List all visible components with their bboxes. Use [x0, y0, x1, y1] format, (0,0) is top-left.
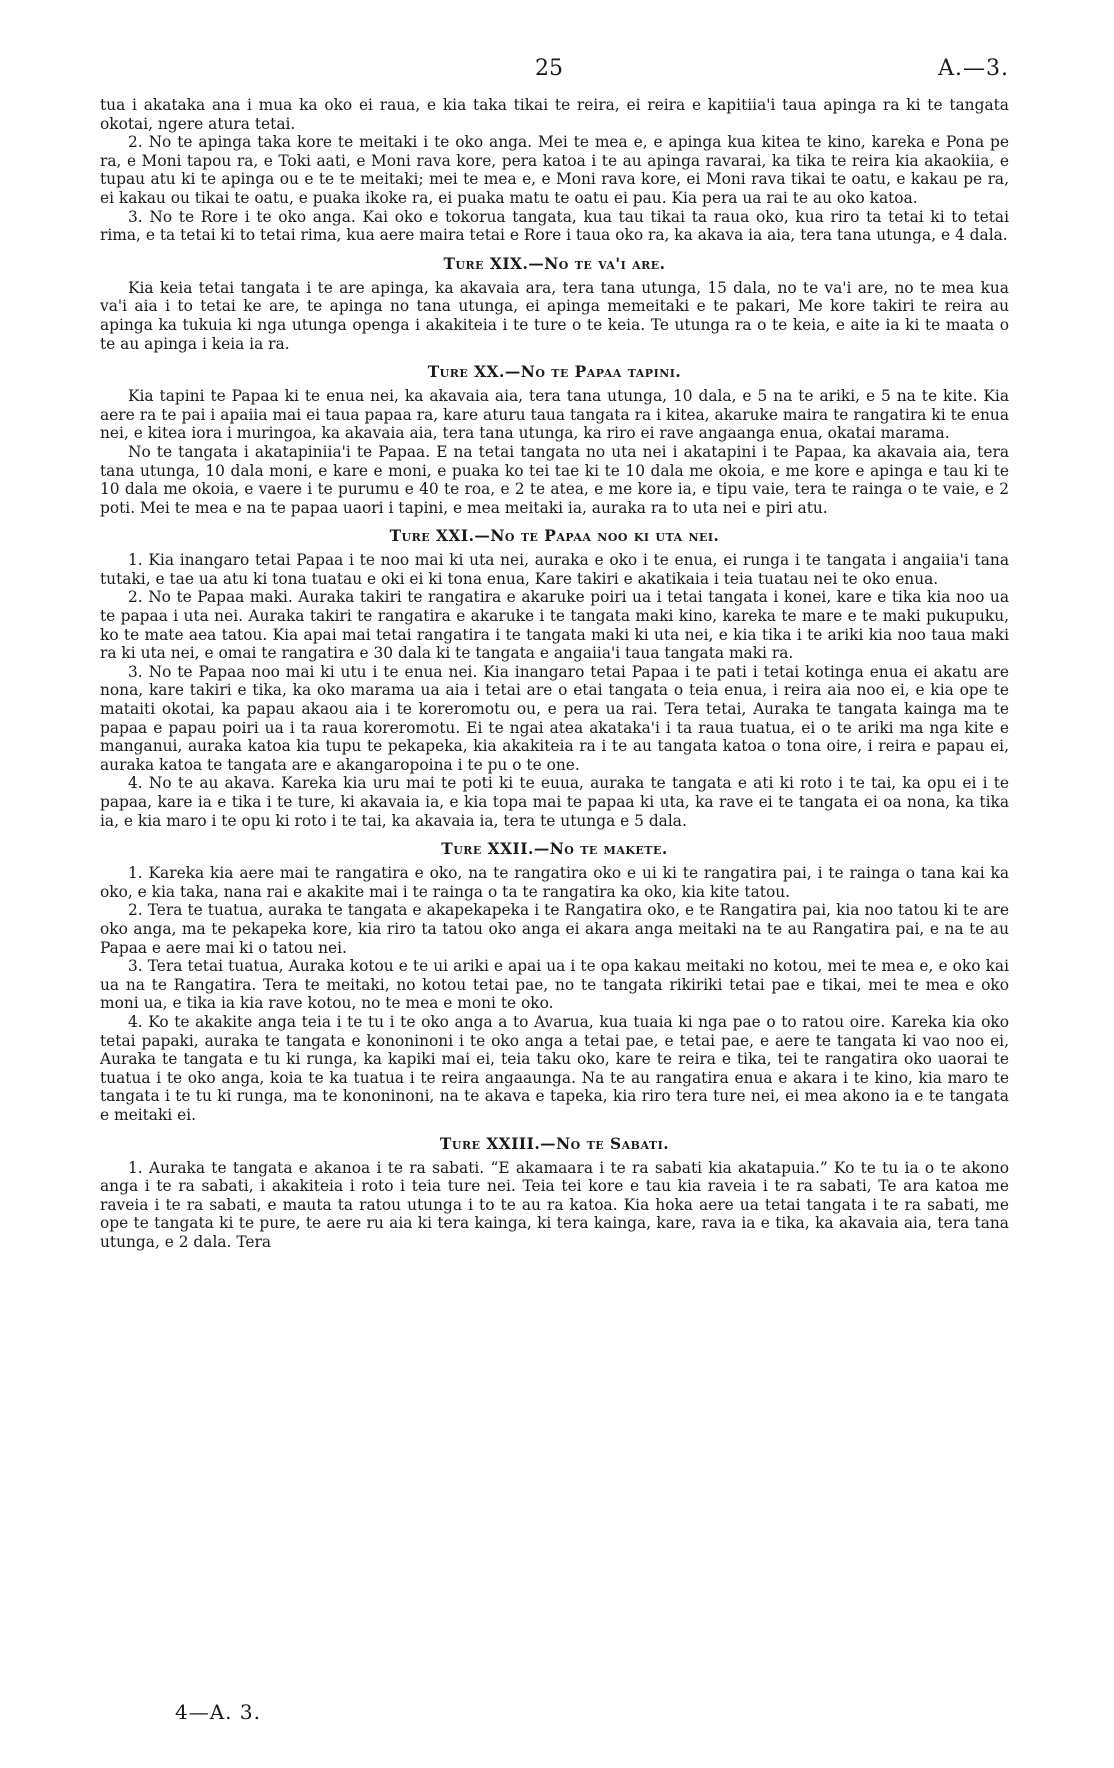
document-code: A.—3.	[938, 56, 1009, 81]
body-text	[100, 96, 1009, 1251]
paragraph: tua i akataka ana i mua ka oko ei raua, e kia taka tikai te reira, ei reira e kapitiia'i taua apinga ra ki te tangata okotai, ngere atura tetai.	[100, 96, 1009, 133]
page-number: 25	[535, 56, 563, 81]
paragraph: Kia tapini te Papaa ki te enua nei, ka akavaia aia, tera tana utunga, 10 dala, e 5 na te ariki, e 5 na te kite. Kia aere ra te pai i apaiia mai ei taua papaa ra, kare aturu taua tangata ra i kitea, akaruke maira te rangatira ki te enua nei, e kitea iora i muringoa, ka akavaia aia, tera tana utunga, ka riro ei rave angaanga enua, okatai marama.	[100, 387, 1009, 443]
paragraph: 4. Ko te akakite anga teia i te tu i te oko anga a to Avarua, kua tuaia ki nga pae o to ratou oire. Kareka kia oko tetai papaki, auraka te tangata e kononinoni i te oko anga a tetai pae, e tetai pae, e aere te tangata ki vao noo ei, Auraka te tangata e tu ki runga, ka kapiki mai ei, teia taku oko, kare te reira e tika, tei te rangatira oko uaorai te tuatua i te oko anga, koia te ka tuatua i te reira angaaunga. Na te au rangatira enua e akara i te kino, kia maro te tangata i te tu ki runga, ma te kononinoni, na te akava e tapeka, kia riro tera ture nei, ei mea akono ia e te tangata e meitaki ei.	[100, 1012, 1009, 1124]
signature-mark: 4—A. 3.	[175, 1700, 261, 1724]
running-header	[100, 52, 1009, 96]
paragraph: 2. Tera te tuatua, auraka te tangata e akapekapeka i te Rangatira oko, e te Rangatira pai, kia noo tatou ki te are oko anga, ma te pekapeka kore, kia riro ta tatou oko anga ei akara anga meitaki na te au Rangatira pai, e na te au Papaa e aere mai ki o tatou nei.	[100, 901, 1009, 957]
paragraph: 1. Kareka kia aere mai te rangatira e oko, na te rangatira oko e ui ki te rangatira pai, i te rainga o tana kai ka oko, e kia taka, nana rai e akakite mai i te rainga o ta te rangatira ka oko, kia kite tatou.	[100, 864, 1009, 901]
paragraph: 1. Auraka te tangata e akanoa i te ra sabati. “E akamaara i te ra sabati kia akatapuia.” Ko te tu ia o te akono anga i te ra sabati, i akakiteia i roto i teia ture nei. Teia tei kore e tau kia raveia i te ra sabati, Te ara katoa me raveia i te ra sabati, e mauta ta ratou utunga i to te au ra katoa. Kia hoka aere ua tetai tangata i te ra sabati, me ope te tangata ki te pure, te aere ru aia ki tera kainga, ki tera kainga, kare, rava ia e tika, ka akavaia aia, tera tana utunga, e 2 dala. Tera	[100, 1158, 1009, 1251]
section-heading: Ture XXII.—No te makete.	[441, 840, 668, 859]
section-heading: Ture XXI.—No te Papaa noo ki uta nei.	[389, 527, 720, 546]
section-heading: Ture XX.—No te Papaa tapini.	[427, 363, 682, 382]
paragraph: No te tangata i akatapiniia'i te Papaa. E na tetai tangata no uta nei i akatapini i te Papaa, ka akavaia aia, tera tana utunga, 10 dala moni, e kare e moni, e puaka ko tei tae ki te 10 dala me okoia, e me kore e apinga e tau ki te 10 dala me okoia, e vaere i te purumu e 40 te roa, e 2 te atea, e me kore ia, e tipu vaie, tera te rainga o te vaie, e 2 poti. Mei te mea e na te papaa uaori i tapini, e mea meitaki ia, auraka ra to uta nei e piri atu.	[100, 442, 1009, 517]
paragraph: 2. No te Papaa maki. Auraka takiri te rangatira e akaruke poiri ua i tetai tangata i konei, kare e tika kia noo ua te papaa i uta nei. Auraka takiri te rangatira e akaruke i te tangata maki kino, kareka te mare e te maki pukupuku, ko te mate aea tatou. Kia apai mai tetai rangatira i te tangata maki ki uta nei, e kia tika i te ariki kia noo taua maki ra ki uta nei, e omai te rangatira e 30 dala ki te tangata e angaiia'i taua tangata maki ra.	[100, 588, 1009, 663]
paragraph: 4. No te au akava. Kareka kia uru mai te poti ki te euua, auraka te tangata e ati ki roto i te tai, ka opu ei i te papaa, kare ia e tika i te ture, ki akavaia ia, e kia topa mai te papaa ki uta, ka rave ei te tangata ei oa nona, ka tika ia, e kia maro i te opu ki roto i te tai, ka akavaia ia, tera te utunga e 5 dala.	[100, 774, 1009, 830]
paragraph: 3. No te Papaa noo mai ki utu i te enua nei. Kia inangaro tetai Papaa i te pati i tetai kotinga enua ei akatu are nona, kare takiri e tika, ka oko marama ua aia i tetai are o etai tangata o teia enua, i reira aia noo ei, e kia ope te mataiti okotai, ka papau akaou aia i te koreromotu ou, e pera ua rai. Tera tetai, Auraka te tangata kainga ma te papaa e papau poiri ua i ta raua koreromotu. Ei te ngai atea akataka'i i ta raua tuatua, ei o te ariki ma nga kite e manganui, auraka katoa kia tupu te pekapeka, kia akakiteia ra i te au tangata katoa o tona oire, i reira e papau ei, auraka katoa te tangata are e akangaropoina i te pu o te one.	[100, 662, 1009, 774]
paragraph: 1. Kia inangaro tetai Papaa i te noo mai ki uta nei, auraka e oko i te enua, ei runga i te tangata i angaiia'i tana tutaki, e tae ua atu ki tona tuatau e oki ei ki tona enua, Kare takiri e akatikaia i teia tuatau nei te oko enua.	[100, 551, 1009, 588]
section-heading: Ture XIX.—No te va'i are.	[443, 254, 666, 273]
section-heading: Ture XXIII.—No te Sabati.	[439, 1134, 670, 1153]
paragraph: 3. Tera tetai tuatua, Auraka kotou e te ui ariki e apai ua i te opa kakau meitaki no kotou, mei te mea e, e oko kai ua na te Rangatira. Tera te meitaki, no kotou tetai pae, no te tangata rikiriki tetai pae e tikai, mei te mea e oko moni ua, e tika ia kia rave kotou, no te mea e moni te oko.	[100, 957, 1009, 1013]
paragraph: 3. No te Rore i te oko anga. Kai oko e tokorua tangata, kua tau tikai ta raua oko, kua riro ta tetai ki to tetai rima, e ta tetai ki to tetai rima, kua aere maira tetai e Rore i taua oko ra, ka akava ia aia, tera tana utunga, e 4 dala.	[100, 207, 1009, 245]
paragraph: Kia keia tetai tangata i te are apinga, ka akavaia ara, tera tana utunga, 15 dala, no te va'i are, no te mea kua va'i aia i to tetai ke are, te apinga no tana utunga, ei apinga memeitaki e te pakari, Me kore takiri te reira au apinga ka tukuia ki nga utunga openga i akakiteia i te ture o te keia. Te utunga ra o te keia, e aite ia ki te maata o te au apinga i keia ia ra.	[100, 278, 1009, 353]
paragraph: 2. No te apinga taka kore te meitaki i te oko anga. Mei te mea e, e apinga kua kitea te kino, kareka e Pona pe ra, e Moni tapou ra, e Toki aati, e Moni rava kore, pera katoa i te au apinga ravarai, ka tika te reira kia akaokiia, e tupau atu ki te apinga ou e te te meitaki; mei te mea e, e Moni rava kore, ei Moni rava tikai te oatu, e kakau pe ra, ei kakau ou tikai te oatu, e puaka ikoke ra, ei puaka matu te oatu ei pau. Kia pera ua rai te au oko katoa.	[100, 133, 1009, 207]
